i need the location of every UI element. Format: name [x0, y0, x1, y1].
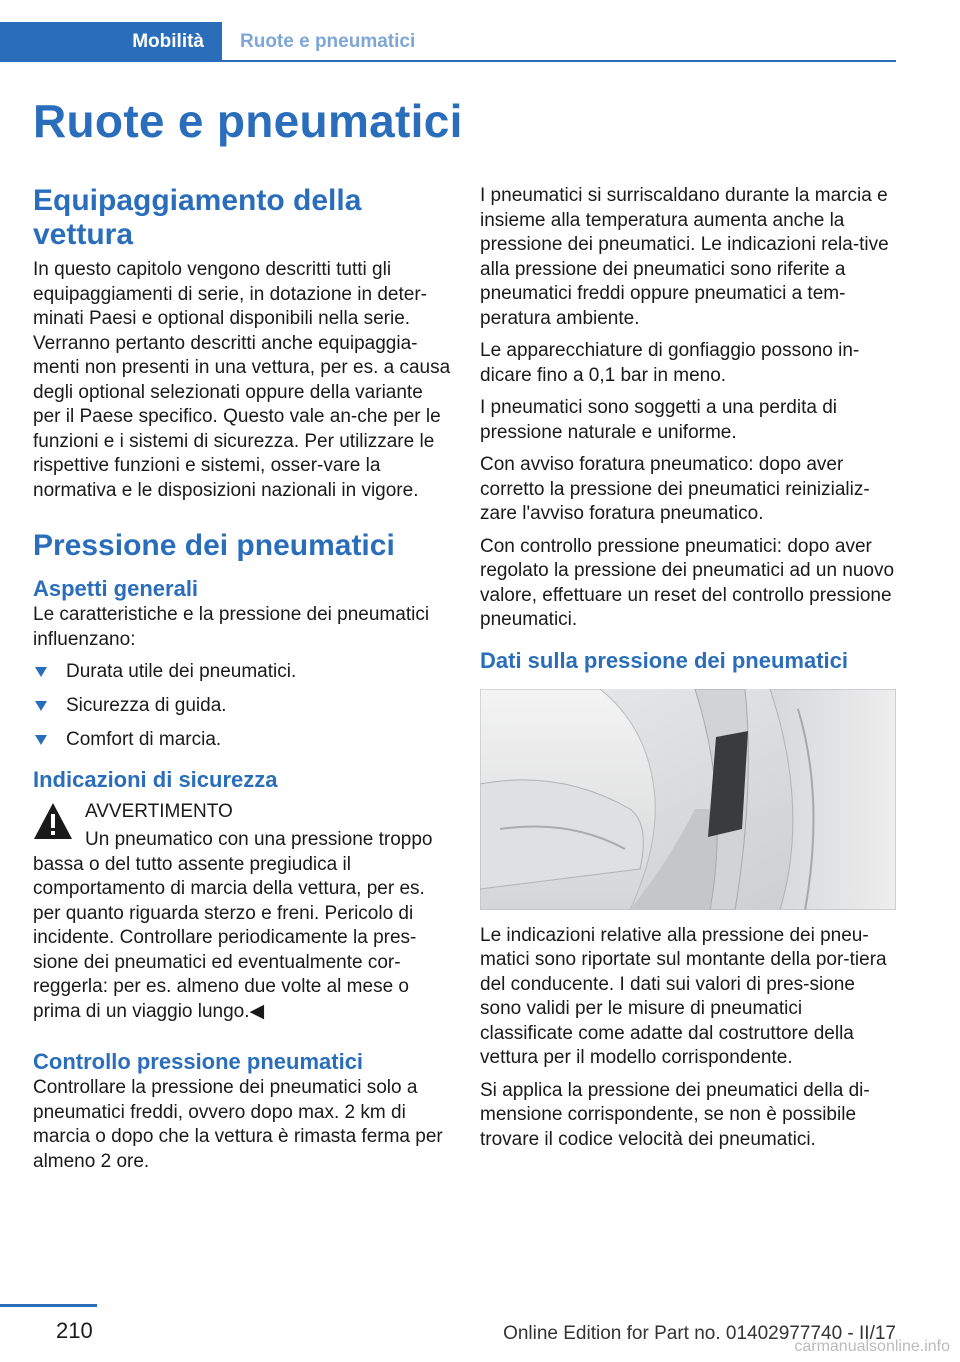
heading-sicurezza: Indicazioni di sicurezza [33, 767, 278, 792]
paragraph-right-1: I pneumatici si surriscaldano durante la marcia e insieme alla temperatura aumenta anche la pressione dei pneumatici. Le indicazioni rela-tive alla pressione dei pneumatici sono riferite a pneumatici freddi oppure pneumatici a tem-peratura ambiente. [480, 185, 889, 329]
header-current-tab[interactable]: Ruote e pneumatici [240, 31, 416, 52]
paragraph-right-6: Le indicazioni relative alla pressione dei pneu-matici sono riportate sul montante della por-tiera del conducente. I dati sui valori di pres-sione sono validi per le misure di pneumatici classificate come adatte dal costruttore della vettura per il modello corrispondente. [480, 924, 887, 1068]
paragraph-right-7: Si applica la pressione dei pneumatici della di-mensione corrispondente, se non è possibile trovare il codice velocità dei pneumatici. [480, 1079, 870, 1150]
paragraph-right-2: Le apparecchiature di gonfiaggio possono in-dicare fino a 0,1 bar in meno. [480, 340, 860, 386]
paragraph-aspetti: Le caratteristiche e la pressione dei pneumatici influenzano: [33, 604, 430, 650]
heading-dati-pressione: Dati sulla pressione dei pneumatici [480, 647, 848, 673]
paragraph-equipaggiamento: In questo capitolo vengono descritti tutti gli equipaggiamenti di serie, in dotazione in deter-minati Paesi e optional disponibili nella serie. Verranno pertanto descritti anche equipaggia-menti non presenti in una vettura, per es. a causa degli optional selezionati oppure della variante per il Paese specifico. Questo vale an-che per le funzioni e i sistemi di sicurezza. Per utilizzare le rispettive funzioni e sistemi, osser-vare la normativa e le disposizioni nazionali in vigore. [33, 259, 451, 501]
heading-aspetti-generali: Aspetti generali [33, 576, 199, 601]
triangle-bullet-icon [35, 667, 47, 677]
paragraph-right-3: I pneumatici sono soggetti a una perdita di pressione naturale e uniforme. [480, 397, 838, 443]
page-title: Ruote e pneumatici [33, 95, 463, 147]
list-item: Comfort di marcia. [33, 728, 453, 752]
warning-triangle-icon [33, 802, 73, 840]
list-item: Sicurezza di guida. [33, 694, 453, 718]
watermark: carmanualsonline.info [794, 1338, 950, 1355]
triangle-bullet-icon [35, 701, 47, 711]
door-pillar-illustration [480, 689, 896, 910]
bullet-list [33, 660, 453, 752]
warning-title: AVVERTIMENTO [85, 801, 233, 822]
header-divider [222, 60, 896, 62]
paragraph-right-4: Con avviso foratura pneumatico: dopo aver corretto la pressione dei pneumatici reinizializ-zare l'avviso foratura pneumatico. [480, 454, 870, 524]
list-item: Durata utile dei pneumatici. [33, 660, 453, 684]
paragraph-controllo: Controllare la pressione dei pneumatici solo a pneumatici freddi, ovvero dopo max. 2 km di marcia o dopo che la vettura è rimasta ferma per almeno 2 ore. [33, 1077, 443, 1172]
triangle-bullet-icon [35, 735, 47, 745]
heading-pressione: Pressione dei pneumatici [33, 529, 395, 562]
page-number: 210 [56, 1318, 93, 1343]
edition-info: Online Edition for Part no. 01402977740 - II/17 [503, 1323, 896, 1344]
left-column [33, 184, 453, 1182]
door-pillar-image [480, 689, 896, 910]
paragraph-right-5: Con controllo pressione pneumatici: dopo aver regolato la pressione dei pneumatici ad un nuovo valore, effettuare un reset del controllo pressione pneumatici. [480, 535, 895, 630]
heading-controllo: Controllo pressione pneumatici [33, 1049, 364, 1074]
warning-body: Un pneumatico con una pressione troppo bassa o del tutto assente pregiudica il comportamento di marcia della vettura, per es. per quanto riguarda sterzo e freni. Pericolo di incidente. Controllare periodicamente la pres-sione dei pneumatici ed eventualmente cor-reggerla: per es. almeno due volte al mese o prima di un viaggio lungo.◀ [33, 829, 433, 1022]
footer-divider [0, 1304, 97, 1307]
warning-block [33, 800, 453, 1024]
header-section-tab[interactable]: Mobilità [0, 22, 222, 62]
right-column [480, 184, 896, 1160]
heading-equipaggiamento: Equipaggiamento della vettura [33, 184, 362, 251]
